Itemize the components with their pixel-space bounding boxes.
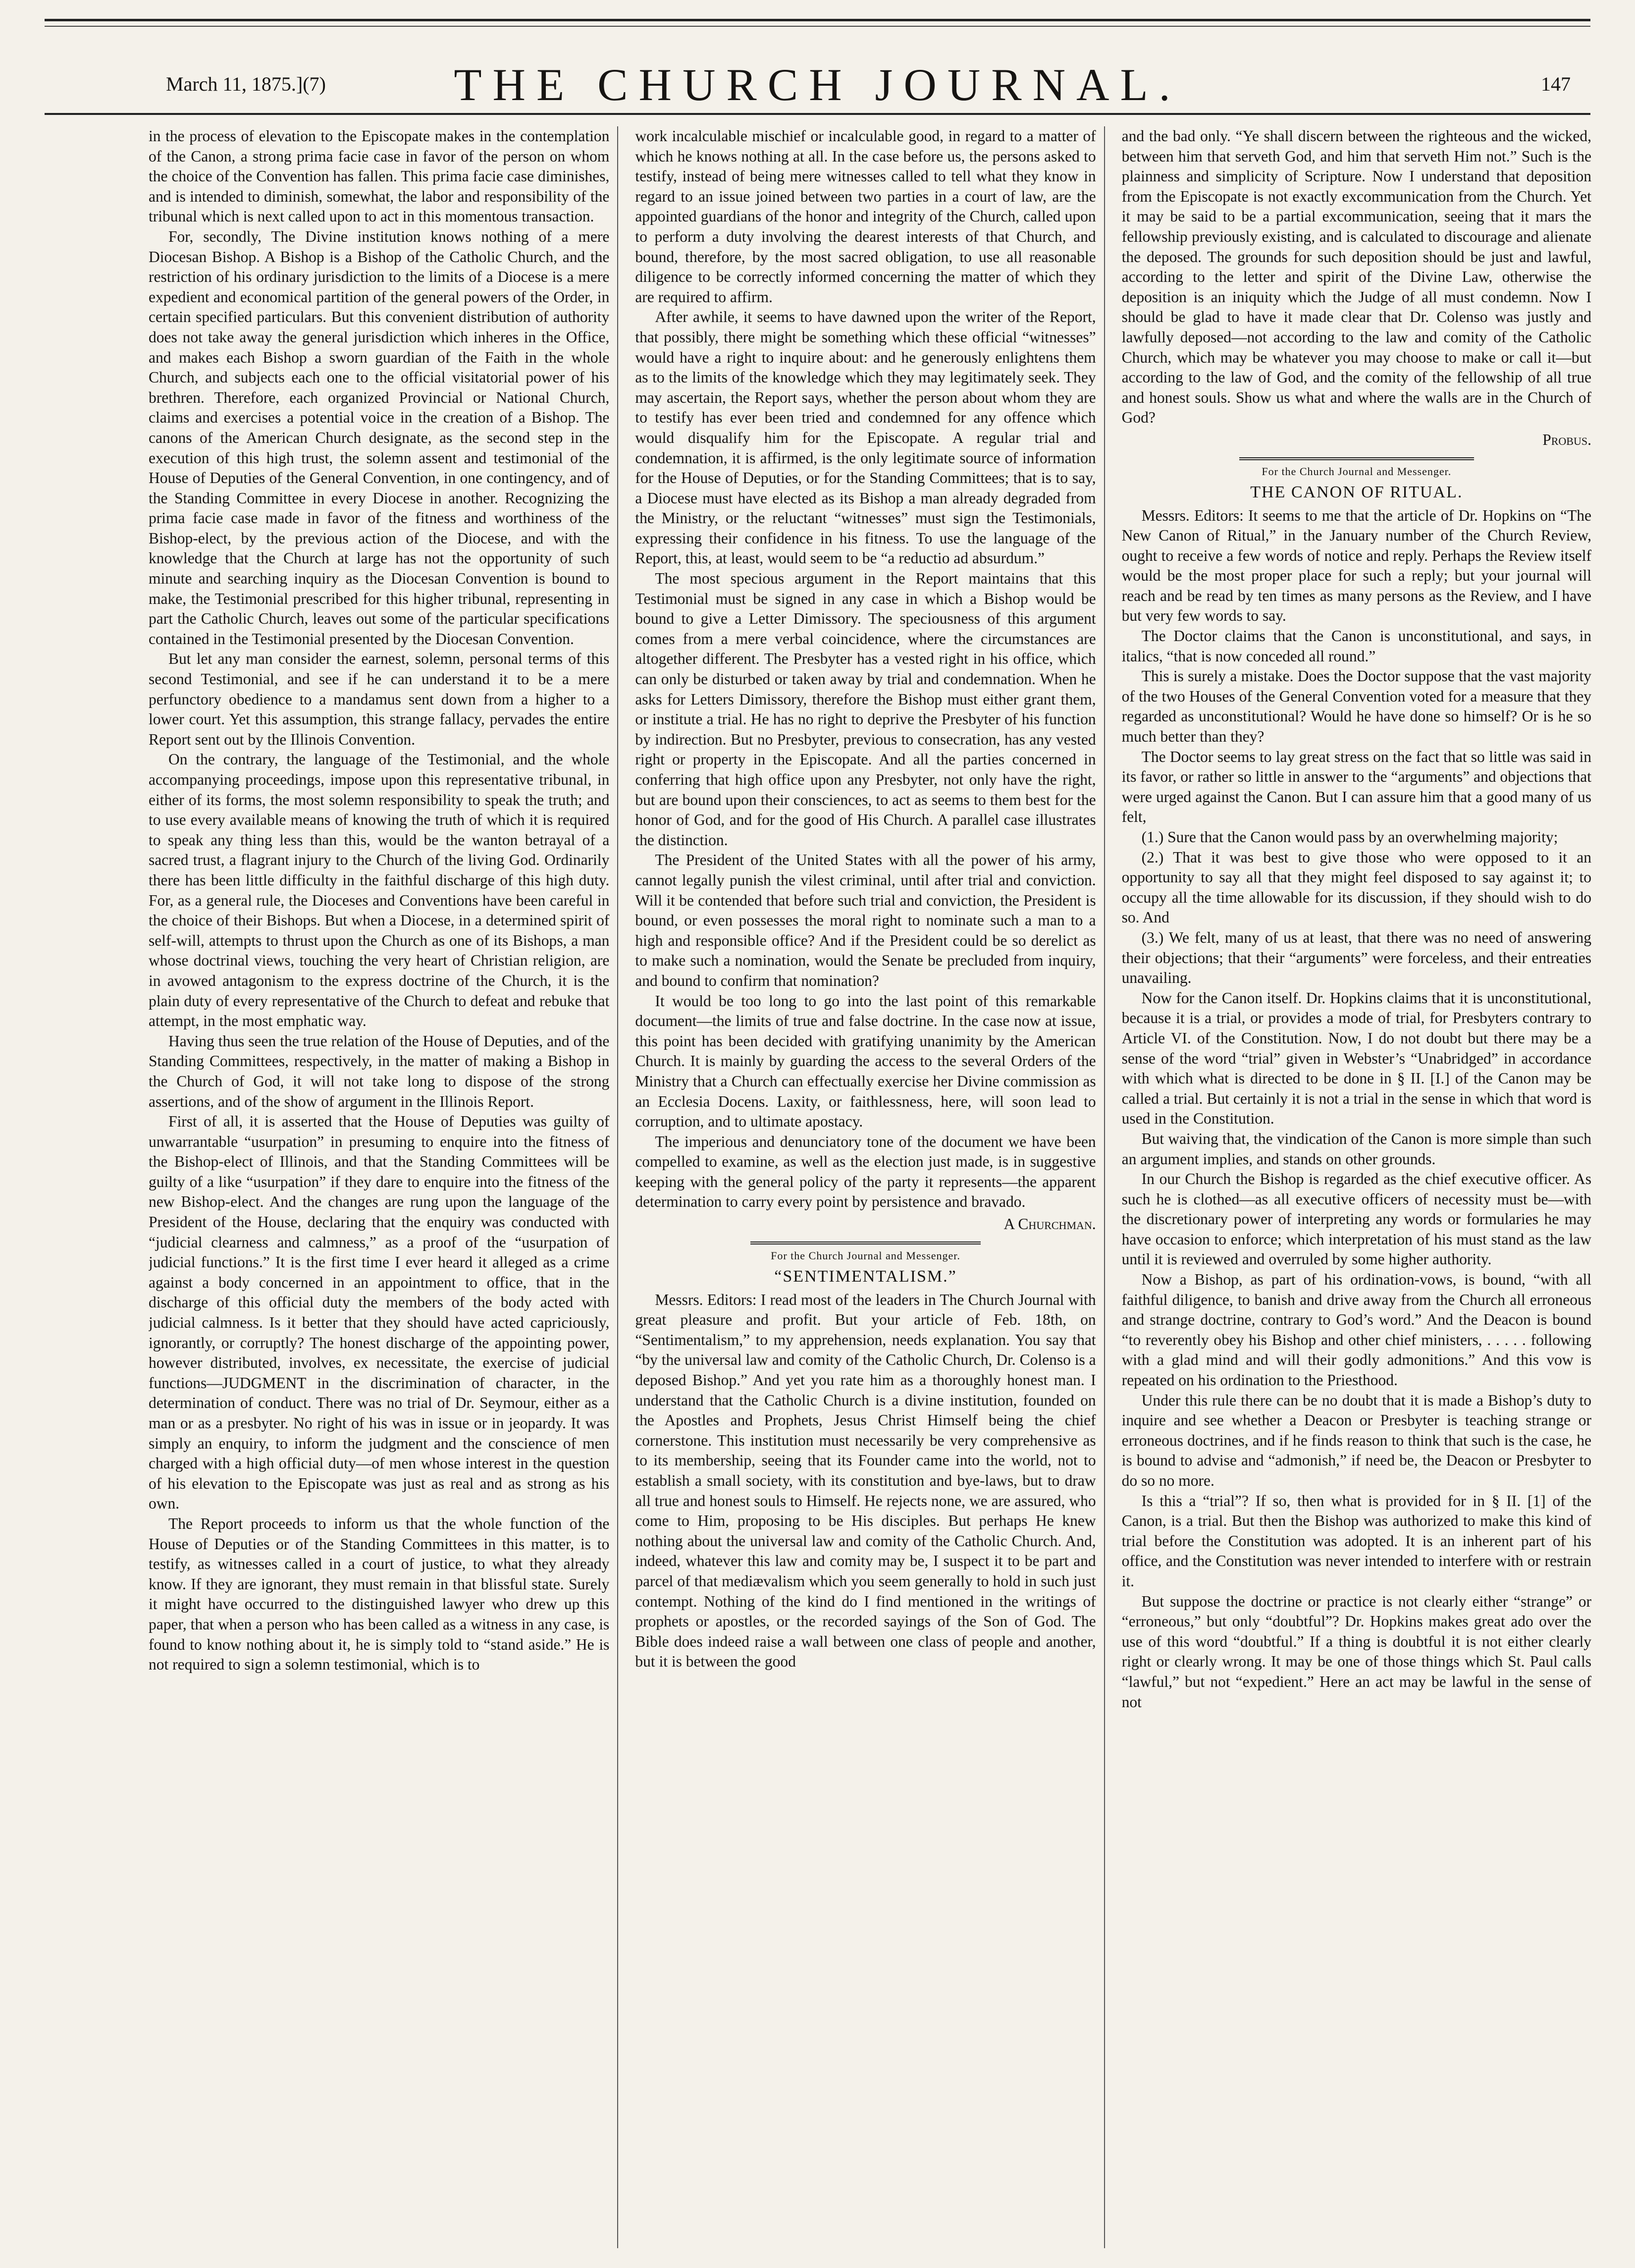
article-heading: “SENTIMENTALISM.”: [774, 1267, 957, 1286]
top-rule-thin: [45, 26, 1590, 27]
article-credit: For the Church Journal and Messenger.: [771, 1249, 960, 1262]
col1-paragraph: Having thus seen the true relation of the House of Deputies, and of the Standing Committees, respectively, in the matter of making a Bishop in the Church of God, it will not take long to dispose of the strong assertions, and of the show of argument in the Illinois Report.: [149, 1032, 610, 1110]
col3-letter-paragraph: But waiving that, the vindication of the Canon is more simple than such an argument implies, and stands on other grounds.: [1121, 1130, 1591, 1168]
article-heading: THE CANON OF RITUAL.: [1250, 483, 1463, 501]
col2-paragraph: After awhile, it seems to have dawned upon the writer of the Report, that possibly, there might be something which these official “witnesses” would have a right to inquire about: and he generously enlightens them as to the limits of the knowledge which they may legitimately seek. They may ascertain, the Report says, whether the person about whom they are to testify has ever been tried and condemned for any offence which would disqualify him for the Episcopate. A regular trial and condemnation, it is affirmed, is the only legitimate source of information for the House of Deputies, or for the Standing Committees; that is to say, a Diocese must have elected as its Bishop a man already degraded from the Ministry, or the reluctant “witnesses” must sign the Testimonials, expressing their confidence in his fitness. To use the language of the Report, this, at least, would seem to be “a reductio ad absurdum.”: [635, 308, 1096, 567]
col3-letter-paragraph: This is surely a mistake. Does the Doctor suppose that the vast majority of the two Houses of the General Convention voted for a measure that they regarded as unconstitutional? Would he have done so himself? Or is he so much better than they?: [1121, 667, 1591, 746]
column-3: [1122, 126, 1591, 2248]
col3-letter-paragraph: But suppose the doctrine or practice is not clearly either “strange” or “erroneous,” but only “doubtful”? Dr. Hopkins makes great ado over the use of this word “doubtful.” If a thing is doubtful it is not either clearly right or clearly wrong. It may be one of those things which St. Paul calls “lawful,” but not “expedient.” Here an act may be lawful in the sense of not: [1121, 1592, 1591, 1711]
col1-paragraph: The Report proceeds to inform us that the whole function of the House of Deputies or of the Standing Committees in this matter, is to testify, as witnesses called in a court of justice, to what they already know. If they are ignorant, they must remain in that blissful state. Surely it might have occurred to the distinguished lawyer who drew up this paper, that when a person who has been called as a witness in any case, is found to know nothing about it, he is simply told to “stand aside.” He is not required to sign a solemn testimonial, which is to: [149, 1514, 610, 1674]
col1-paragraph: in the process of elevation to the Episcopate makes in the contemplation of the Canon, a strong prima facie case in favor of the person on whom the choice of the Convention has fallen. This prima facie case diminishes, and is intended to diminish, somewhat, the labor and responsibility of the tribunal which is next called upon to act in this momentous transaction.: [149, 127, 610, 225]
col3-letter-paragraph: (1.) Sure that the Canon would pass by an overwhelming majority;: [1141, 828, 1558, 846]
newspaper-title: THE CHURCH JOURNAL.: [454, 59, 1181, 110]
col1-paragraph: For, secondly, The Divine institution knows nothing of a mere Diocesan Bishop. A Bishop is a Bishop of the Catholic Church, and the restriction of his ordinary jurisdiction to the limits of a Diocese is a mere expedient and economical partition of the general powers of the Order, in certain specified particulars. But this convenient distribution of authority does not take away the general jurisdiction which inheres in the Office, and makes each Bishop a sworn guardian of the Faith in the whole Church, and subjects each one to the official visitatorial power of his brethren. Therefore, each organized Provincial or National Church, claims and exercises a potential voice in the creation of a Bishop. The canons of the American Church designate, as the second step in the execution of this high trust, the solemn assent and testimonial of the House of Deputies of the General Convention, in one contingency, and of the Standing Committee in every Diocese in another. Recognizing the prima facie case made in favor of the fitness and worthiness of the Bishop-elect, by the previous action of the Diocese, and with the knowledge that the Church at large has not the opportunity of such minute and searching inquiry as the Diocesan Convention is bound to make, the Testimonial prescribed for this higher tribunal, representing in part the Catholic Church, leaves out some of the particular specifications contained in the Testimonial presented by the Diocesan Convention.: [149, 227, 610, 648]
article-credit: For the Church Journal and Messenger.: [1262, 465, 1452, 478]
col2-paragraph: work incalculable mischief or incalculable good, in regard to a matter of which he knows nothing at all. In the case before us, the persons asked to testify, instead of being mere witnesses called to tell what they know in regard to an issue joined between two parties in a court of law, are the appointed guardians of the honor and integrity of the Church, called upon to perform a duty involving the dearest interests of that Church, and bound, therefore, by the most sacred obligation, to use all reasonable diligence to be correctly informed concerning the matter of which they are required to affirm.: [635, 127, 1096, 306]
col2-paragraph: It would be too long to go into the last point of this remarkable document—the limits of true and false doctrine. In the case now at issue, this point has been decided with gratifying unanimity by the American Church. It is mainly by guarding the access to the several Orders of the Ministry that a Church can effectually exercise her Divine commission as an Ecclesia Docens. Laxity, or faithlessness, here, will soon lead to corruption, and to ultimate apostacy.: [635, 992, 1096, 1131]
article-columns: [149, 126, 1591, 2248]
col1-paragraph: On the contrary, the language of the Testimonial, and the whole accompanying proceedings, impose upon this representative tribunal, in either of its forms, the most solemn responsibility to speak the truth; and to use every available means of knowing the truth of which it is required to speak any thing less than this, would be the wanton betrayal of a sacred trust, a flagrant injury to the Church of the living God. Ordinarily there has been little difficulty in the faithful discharge of this high duty. For, as a general rule, the Dioceses and Conventions have been careful in the choice of their Bishops. But when a Diocese, in a determined spirit of self-will, attempts to thrust upon the Church as one of its Bishops, a man whose doctrinal views, touching the very heart of Christian religion, are in avowed antagonism to the express doctrine of the Church, it is the plain duty of every representative of the Church to defeat and rebuke that attempt, in the most emphatic way.: [149, 751, 610, 1030]
col3-letter-paragraph: In our Church the Bishop is regarded as the chief executive officer. As such he is clothed—as all executive officers of necessity must be—with the discretionary power of interpreting any words or formularies he may have occasion to enforce; which interpretation of his must stand as the law until it is reviewed and overruled by some higher authority.: [1121, 1170, 1591, 1268]
column-1: [149, 126, 618, 2248]
col2-letter-paragraph: Messrs. Editors: I read most of the leaders in The Church Journal with great pleasure and profit. But your article of Feb. 18th, on “Sentimentalism,” to my apprehension, needs explanation. You say that “by the universal law and comity of the Catholic Church, Dr. Colenso is a deposed Bishop.” And yet you rate him as a thoroughly honest man. I understand that the Catholic Church is a divine institution, founded on the Apostles and Prophets, Jesus Christ Himself being the chief cornerstone. This institution must necessarily be very comprehensive as to its membership, seeing that its Founder came into the world, not to establish a small society, with its constitution and bye-laws, but to draw all true and honest souls to Himself. He rejects none, we are assured, who come to Him, proposing to be His disciples. But perhaps He knew nothing about the universal law and comity of the Catholic Church. And, indeed, whatever this law and comity may be, I suspect it to be part and parcel of that mediævalism which you seem generally to hold in such just contempt. Nothing of the kind do I find mentioned in the writings of prophets or apostles, or the recorded sayings of the Son of God. The Bible does indeed raise a wall between one class of people and another, but it is between the good: [635, 1291, 1096, 1671]
col3-letter-paragraph: Is this a “trial”? If so, then what is provided for in § II. [1] of the Canon, is a trial. But then the Bishop was authorized to make this kind of trial before the Constitution was adopted. It is an inherent part of his office, and the Constitution was never intended to interfere with or restrain it.: [1121, 1492, 1591, 1590]
col3-letter-paragraph: (3.) We felt, many of us at least, that there was no need of answering their objections; that their “arguments” were forceless, and their entreaties unavailing.: [1121, 928, 1591, 987]
masthead-rule: [45, 113, 1590, 115]
col3-letter-paragraph: Messrs. Editors: It seems to me that the article of Dr. Hopkins on “The New Canon of Ritual,” in the January number of the Church Review, ought to receive a few words of notice and reply. Perhaps the Review itself would be the most proper place for such a reply; but your journal will reach and be read by ten times as many persons as the Review, and I have but very few words to say.: [1121, 506, 1591, 625]
col3-letter-paragraph: Now a Bishop, as part of his ordination-vows, is bound, “with all faithful diligence, to banish and drive away from the Church all erroneous and strange doctrine, contrary to God’s word.” And the Deacon is bound “to reverently obey his Bishop and other chief ministers, . . . . . following with a glad mind and will their godly admonitions.” And this vow is repeated on his ordination to the Priesthood.: [1121, 1271, 1591, 1389]
page-number: 147: [1541, 73, 1571, 95]
col3-paragraph: and the bad only. “Ye shall discern between the righteous and the wicked, between him that serveth God, and him that serveth Him not.” Such is the plainness and simplicity of Scripture. Now I understand that deposition from the Episcopate is not exactly excommunication from the Church. Yet it may be said to be a partial excommunication, seeing that it mars the fellowship previously existing, and is calculated to discourage and alienate the deposed. The grounds for such deposition should be just and lawful, according to the letter and spirit of the Divine Law, otherwise the deposition is an iniquity which the Judge of all must condemn. Now I should be glad to have it made clear that Dr. Colenso was justly and lawfully deposed—not according to the law and comity of the Catholic Church, which may be whatever you may choose to make or call it—but according to the law of God, and the comity of the fellowship of all true and honest souls. Show us what and where the walls are in the Church of God?: [1121, 127, 1591, 427]
col3-letter-paragraph: (2.) That it was best to give those who were opposed to it an opportunity to say all that they might feel disposed to say against it; to occupy all the time allowable for its discussion, if they should wish to do so. And: [1121, 848, 1591, 926]
col1-paragraph: First of all, it is asserted that the House of Deputies was guilty of unwarrantable “usurpation” in presuming to enquire into the fitness of the Bishop-elect of Illinois, and that the Standing Committees will be guilty of a like “usurpation” if they dare to enquire into the fitness of the new Bishop-elect. And the changes are rung upon the language of the President of the House, declaring that the enquiry was conducted with “judicial clearness and calmness,” as a proof of the “usurpation of judicial functions.” It is the first time I ever heard it alleged as a crime against a body concerned in an appointment to office, that in the discharge of this official duty the members of the body acted with judicial calmness. Is it better that they should have acted capriciously, ignorantly, or corruptly? The honest discharge of the appointing power, however distributed, involves, ex necessitate, the exercise of judicial functions—JUDGMENT in the discrimination of character, in the determination of conduct. There was no trial of Dr. Seymour, either as a man or as a presbyter. No right of his was in issue or in jeopardy. It was simply an enquiry, to inform the judgment and the conscience of men charged with a high official duty—of men whose interest in the question of his elevation to the Episcopate was just as real and as strong as his own.: [149, 1113, 610, 1512]
masthead: [45, 54, 1590, 114]
article-divider: [1239, 457, 1474, 460]
col3-letter-paragraph: The Doctor seems to lay great stress on the fact that so little was said in its favor, or rather so little in answer to the “arguments” and objections that were urged against the Canon. But I can assure him that a good many of us felt,: [1121, 748, 1591, 826]
col1-paragraph: But let any man consider the earnest, solemn, personal terms of this second Testimonial, and see if he can understand it to be a mere perfunctory obedience to a mandamus sent down from a higher to a lower court. Yet this assumption, this strange fallacy, pervades the entire Report sent out by the Illinois Convention.: [149, 650, 610, 748]
col2-paragraph: The President of the United States with all the power of his army, cannot legally punish the vilest criminal, until after trial and conviction. Will it be contended that before such trial and conviction, the President is bound, or even possesses the moral right to nominate such a man to a high and responsible office? And if the President could be so derelict as to make such a nomination, would the Senate be precluded from inquiry, and bound to confirm that nomination?: [635, 851, 1096, 989]
col3-letter-paragraph: Now for the Canon itself. Dr. Hopkins claims that it is unconstitutional, because it is a trial, or provides a mode of trial, for Presbyters contrary to Article VI. of the Constitution. Now, I do not doubt but there may be a sense of the word “trial” given in Webster’s “Unabridged” in accordance with which what is directed to be done in § II. [I.] of the Canon may be called a trial. But certainly it is not a trial in the sense in which that word is used in the Constitution.: [1121, 989, 1591, 1128]
top-rule: [45, 19, 1590, 21]
article-signature: A Churchman.: [1003, 1215, 1096, 1233]
col2-paragraph: The imperious and denunciatory tone of the document we have been compelled to examine, as well as the election just made, is in suggestive keeping with the general policy of the party it represents—the apparent determination to carry every point by persistence and bravado.: [635, 1133, 1096, 1211]
issue-date: March 11, 1875.](7): [166, 73, 326, 95]
col2-paragraph: The most specious argument in the Report maintains that this Testimonial must be signed in any case in which a Bishop would be bound to give a Letter Dimissory. The speciousness of this argument comes from a mere verbal coincidence, where the circumstances are altogether different. The Presbyter has a vested right in his office, which can only be disturbed or taken away by trial and condemnation. When he asks for Letters Dimissory, therefore the Bishop must either grant them, or institute a trial. He has no right to deprive the Presbyter of his function by indirection. But no Presbyter, previous to consecration, has any vested right or property in the Episcopate. And all the parties concerned in conferring that high office upon any Presbyter, not only have the right, but are bound upon their consciences, to act as seems to them best for the honor of God, and for the good of His Church. A parallel case illustrates the distinction.: [635, 570, 1096, 849]
letter-signature: Probus.: [1542, 431, 1591, 448]
col3-letter-paragraph: Under this rule there can be no doubt that it is made a Bishop’s duty to inquire and see whether a Deacon or Presbyter is teaching strange or erroneous doctrines, and if he finds reason to think that such is the case, he is bound to advise and “admonish,” if need be, the Deacon or Presbyter to do so no more.: [1121, 1391, 1591, 1489]
column-2: [635, 126, 1105, 2248]
article-divider: [750, 1242, 981, 1244]
col3-letter-paragraph: The Doctor claims that the Canon is unconstitutional, and says, in italics, “that is now conceded all round.”: [1121, 627, 1591, 665]
